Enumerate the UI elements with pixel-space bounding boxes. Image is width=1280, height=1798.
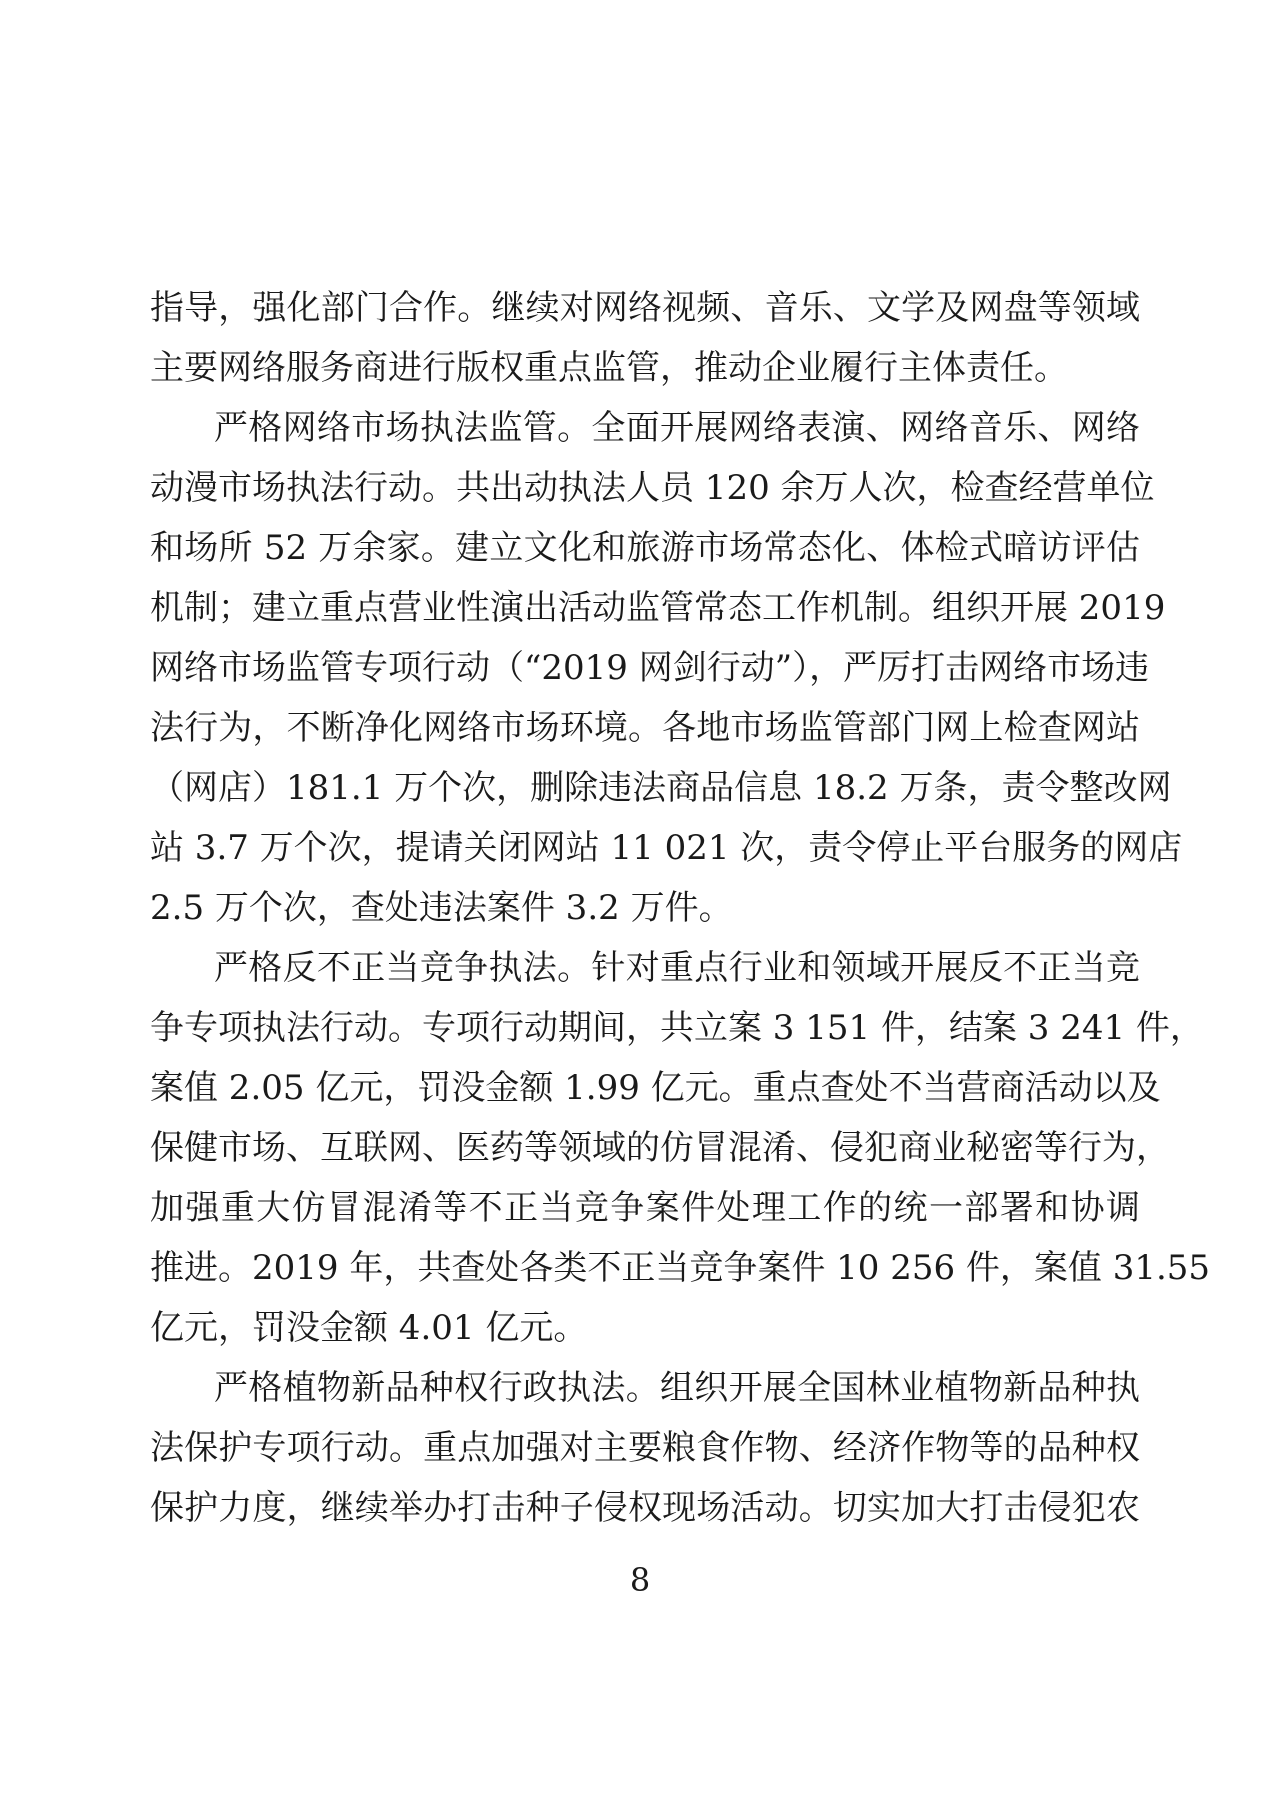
text-line: 亿元，罚没金额 4.01 亿元。	[150, 1308, 588, 1348]
text-line: 保健市场、互联网、医药等领域的仿冒混淆、侵犯商业秘密等行为，	[150, 1128, 1170, 1168]
text-line: 主要网络服务商进行版权重点监管，推动企业履行主体责任。	[150, 348, 1068, 388]
text-line: 推进。2019 年，共查处各类不正当竞争案件 10 256 件，案值 31.55	[150, 1248, 1211, 1288]
paragraph-first-line: 严格网络市场执法监管。全面开展网络表演、网络音乐、网络	[214, 408, 1140, 448]
text-line: 动漫市场执法行动。共出动执法人员 120 余万人次，检查经营单位	[150, 468, 1155, 508]
paragraph-first-line: 严格植物新品种权行政执法。组织开展全国林业植物新品种执	[214, 1368, 1140, 1408]
text-line: 保护力度，继续举办打击种子侵权现场活动。切实加大打击侵犯农	[150, 1488, 1140, 1528]
text-line: 案值 2.05 亿元，罚没金额 1.99 亿元。重点查处不当营商活动以及	[150, 1068, 1161, 1108]
text-line: 争专项执法行动。专项行动期间，共立案 3 151 件，结案 3 241 件，	[150, 1008, 1204, 1048]
text-line: 2.5 万个次，查处违法案件 3.2 万件。	[150, 888, 733, 928]
body-text	[150, 278, 1211, 1538]
text-line: （网店）181.1 万个次，删除违法商品信息 18.2 万条，责令整改网	[150, 768, 1172, 808]
text-line: 机制；建立重点营业性演出活动监管常态工作机制。组织开展 2019	[150, 588, 1166, 628]
text-line: 法保护专项行动。重点加强对主要粮食作物、经济作物等的品种权	[150, 1428, 1140, 1468]
text-line: 法行为，不断净化网络市场环境。各地市场监管部门网上检查网站	[150, 708, 1140, 748]
text-line: 网络市场监管专项行动（“2019 网剑行动”），严厉打击网络市场违	[150, 648, 1150, 688]
page-number: 8	[629, 1561, 651, 1599]
text-line: 和场所 52 万余家。建立文化和旅游市场常态化、体检式暗访评估	[150, 528, 1140, 568]
paragraph-first-line: 严格反不正当竞争执法。针对重点行业和领域开展反不正当竞	[214, 948, 1140, 988]
text-line: 站 3.7 万个次，提请关闭网站 11 021 次，责令停止平台服务的网店	[150, 828, 1183, 868]
text-line: 加强重大仿冒混淆等不正当竞争案件处理工作的统一部署和协调	[150, 1188, 1140, 1228]
text-line: 指导，强化部门合作。继续对网络视频、音乐、文学及网盘等领域	[150, 288, 1140, 328]
